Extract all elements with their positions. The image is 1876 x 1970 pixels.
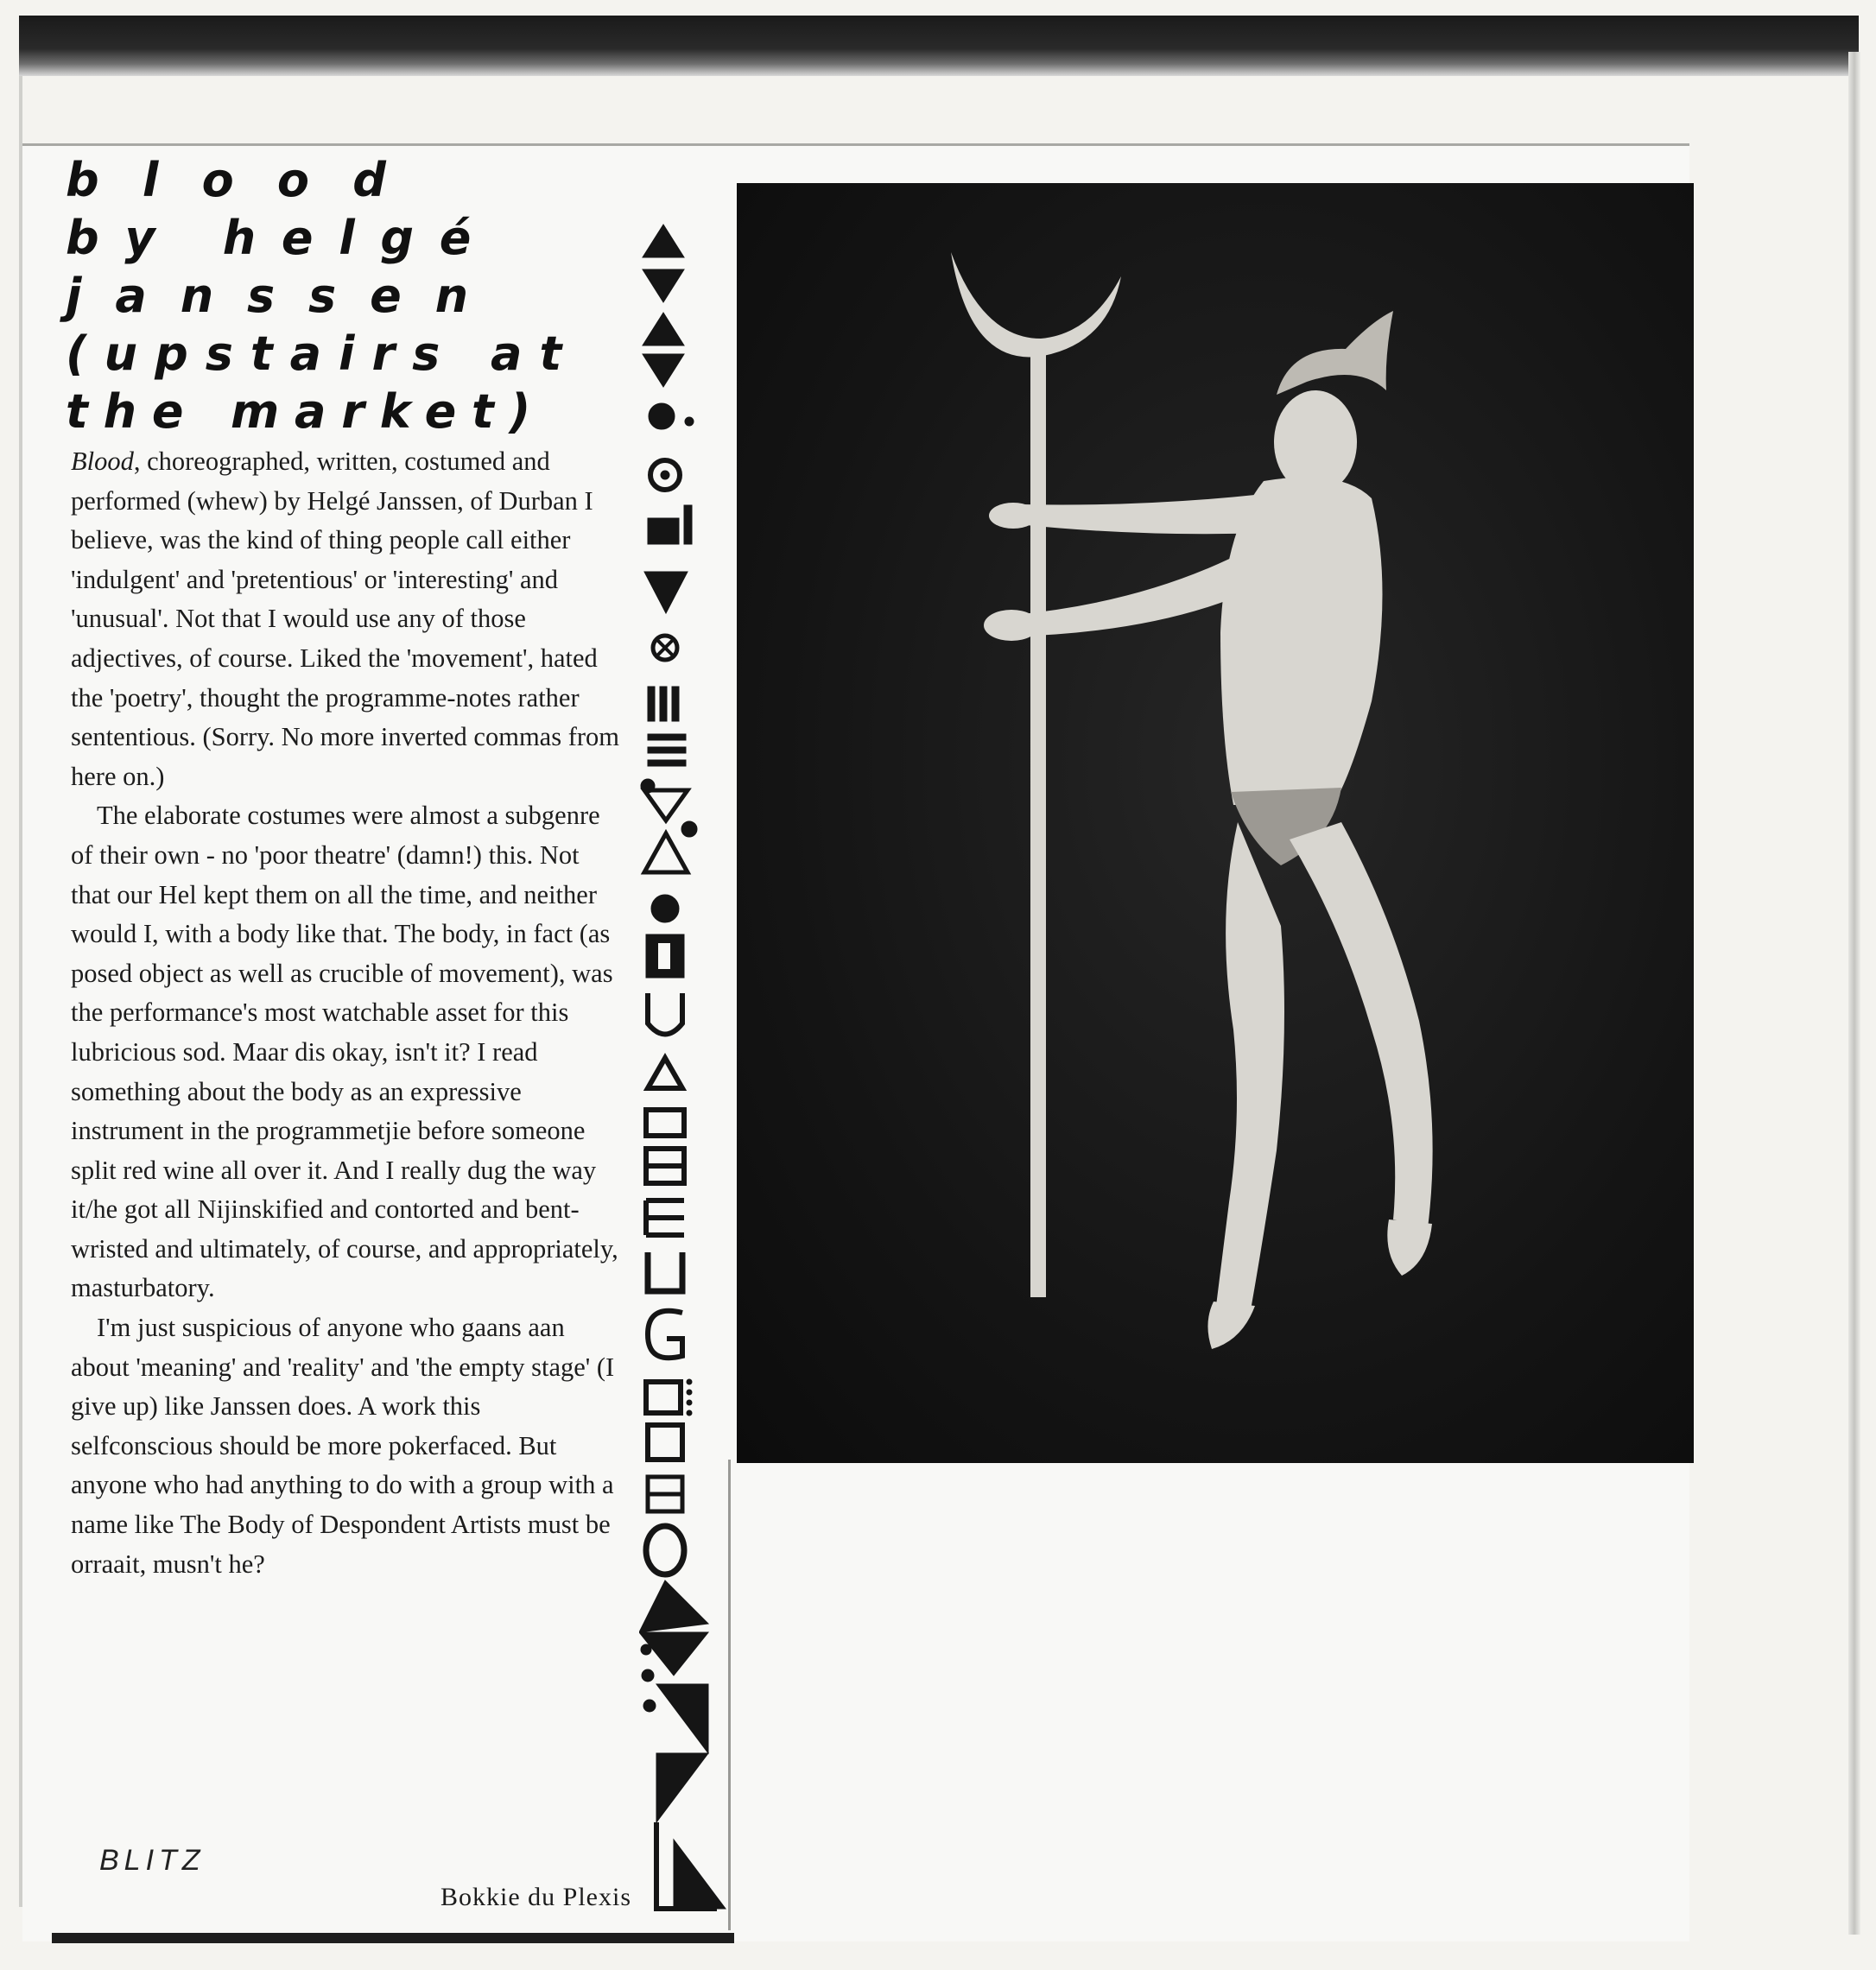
article-paragraph-3: I'm just suspicious of anyone who gaans aan about 'meaning' and 'reality' and 'the empty stage' (I give up) like Janssen does. A work this selfconscious should be more pokerfaced. But anyone who had anything to do with a group with a name like The Body of Despondent Artists must be orraait, musn't he?: [71, 1313, 615, 1579]
headline-line-3: janssen: [66, 269, 502, 323]
handwritten-signature: BLITZ: [99, 1844, 206, 1877]
performer-photograph: [737, 183, 1694, 1463]
article-paragraph-1: [71, 442, 624, 796]
headline-line-2: by helgé: [66, 211, 498, 265]
headline-line-5: the market): [66, 384, 547, 439]
dancer-figure-icon: [737, 183, 1694, 1463]
clipping-edge-top: [22, 143, 1689, 146]
paragraph-1-text: , choreographed, written, costumed and performed (whew) by Helgé Janssen, of Durban I believe, was the kind of thing people call either 'indulgent' and 'pretentious' or 'interesting' and 'unusual'. Not that I would use any of those adjectives, of course. Liked the 'movement', hated the 'poetry', thought the programme-notes rather sententious. (Sorry. No more inverted commas from here on.): [71, 447, 619, 791]
decorative-glyph-border: [639, 216, 734, 1926]
author-byline: Bokkie du Plexis: [440, 1883, 632, 1911]
article-body: [71, 442, 624, 1584]
clipping-edge-bottom: [52, 1933, 734, 1943]
play-title: Blood: [71, 447, 134, 476]
headline-line-4: (upstairs at: [66, 326, 580, 381]
article-headline: [66, 151, 618, 440]
headline-line-1: blood: [66, 153, 430, 207]
scan-shadow-right: [1848, 52, 1860, 1935]
glyph-border-icon: [639, 216, 734, 1926]
scan-shadow-top: [19, 16, 1859, 76]
article-paragraph-2: The elaborate costumes were almost a subgenre of their own - no 'poor theatre' (damn!) this. Not that our Hel kept them on all the time, and neither would I, with a body like that. The body, in fact (as posed object as well as crucible of movement), was the performance's most watchable asset for this lubricious sod. Maar dis okay, isn't it? I read something about the body as an expressive instrument in the programmetjie before someone split red wine all over it. And I really dug the way it/he got all Nijinskified and contorted and bent-wristed and ultimately, of course, and appropriately, masturbatory.: [71, 801, 618, 1303]
